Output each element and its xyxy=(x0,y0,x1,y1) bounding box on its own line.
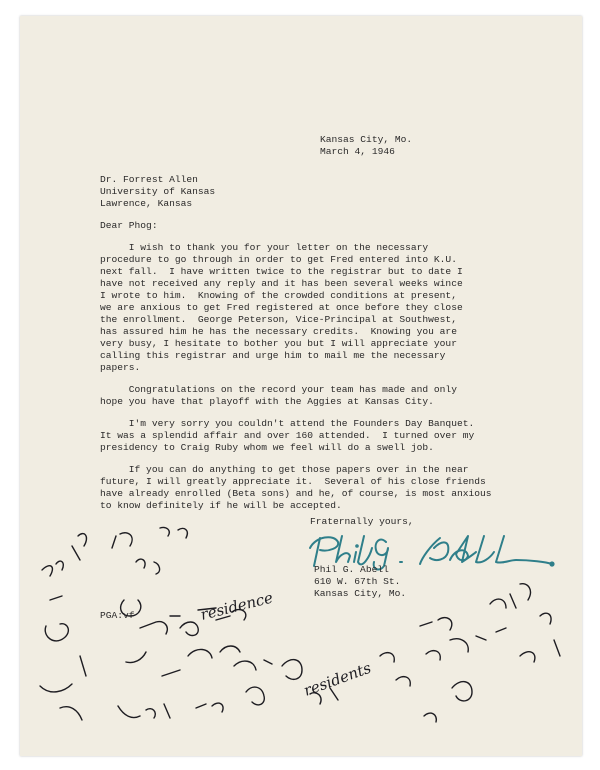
body-line: I'm very sorry you couldn't attend the Founders Day Banquet. xyxy=(100,418,475,429)
place-line: Kansas City, Mo. xyxy=(320,134,413,145)
body-line: have not received any reply and it has been several weeks wince xyxy=(100,278,463,289)
body-line: presidency to Craig Ruby whom we feel will do a swell job. xyxy=(100,442,434,453)
closing: Fraternally yours, xyxy=(310,516,414,527)
body-line: to know definitely if he will be accepted. xyxy=(100,500,342,511)
body-line: have already enrolled (Beta sons) and he, of course, is most anxious xyxy=(100,488,492,499)
salutation: Dear Phog: xyxy=(100,220,158,231)
body-line: the enrollment. George Peterson, Vice-Principal at Southwest, xyxy=(100,314,457,325)
recipient-line: University of Kansas xyxy=(100,186,216,197)
body-line: procedure to go through in order to get Fred entered into K.U. xyxy=(100,254,457,265)
date-line: March 4, 1946 xyxy=(320,146,395,157)
body-line: we are anxious to get Fred registered at once before they close xyxy=(100,302,463,313)
body-line: papers. xyxy=(100,362,141,373)
sender-name: Phil G. Abell xyxy=(314,564,389,575)
body-line: If you can do anything to get those papers over in the near xyxy=(100,464,469,475)
body-line: future, I will greatly appreciate it. Several of his close friends xyxy=(100,476,486,487)
pencil-word-residents: residents xyxy=(301,658,374,700)
sender-street: 610 W. 67th St. xyxy=(314,576,401,587)
body-line: I wrote to him. Knowing of the crowded conditions at present, xyxy=(100,290,457,301)
body-line: Congratulations on the record your team has made and only xyxy=(100,384,457,395)
recipient-line: Lawrence, Kansas xyxy=(100,198,193,209)
body-line: has assured him he has the necessary credits. Knowing you are xyxy=(100,326,457,337)
body-line: It was a splendid affair and over 160 attended. I turned over my xyxy=(100,430,475,441)
body-line: very busy, I hesitate to bother you but I will appreciate your xyxy=(100,338,457,349)
recipient-line: Dr. Forrest Allen xyxy=(100,174,198,185)
letter-page xyxy=(20,16,582,756)
body-line: calling this registrar and urge him to mail me the necessary xyxy=(100,350,446,361)
pencil-word-residence: residence xyxy=(198,588,275,624)
sender-city: Kansas City, Mo. xyxy=(314,588,407,599)
body-line: next fall. I have written twice to the registrar but to date I xyxy=(100,266,463,277)
body-line: I wish to thank you for your letter on the necessary xyxy=(100,242,429,253)
typist-initials: PGA:vf xyxy=(100,610,135,621)
body-line: hope you have that playoff with the Aggies at Kansas City. xyxy=(100,396,434,407)
